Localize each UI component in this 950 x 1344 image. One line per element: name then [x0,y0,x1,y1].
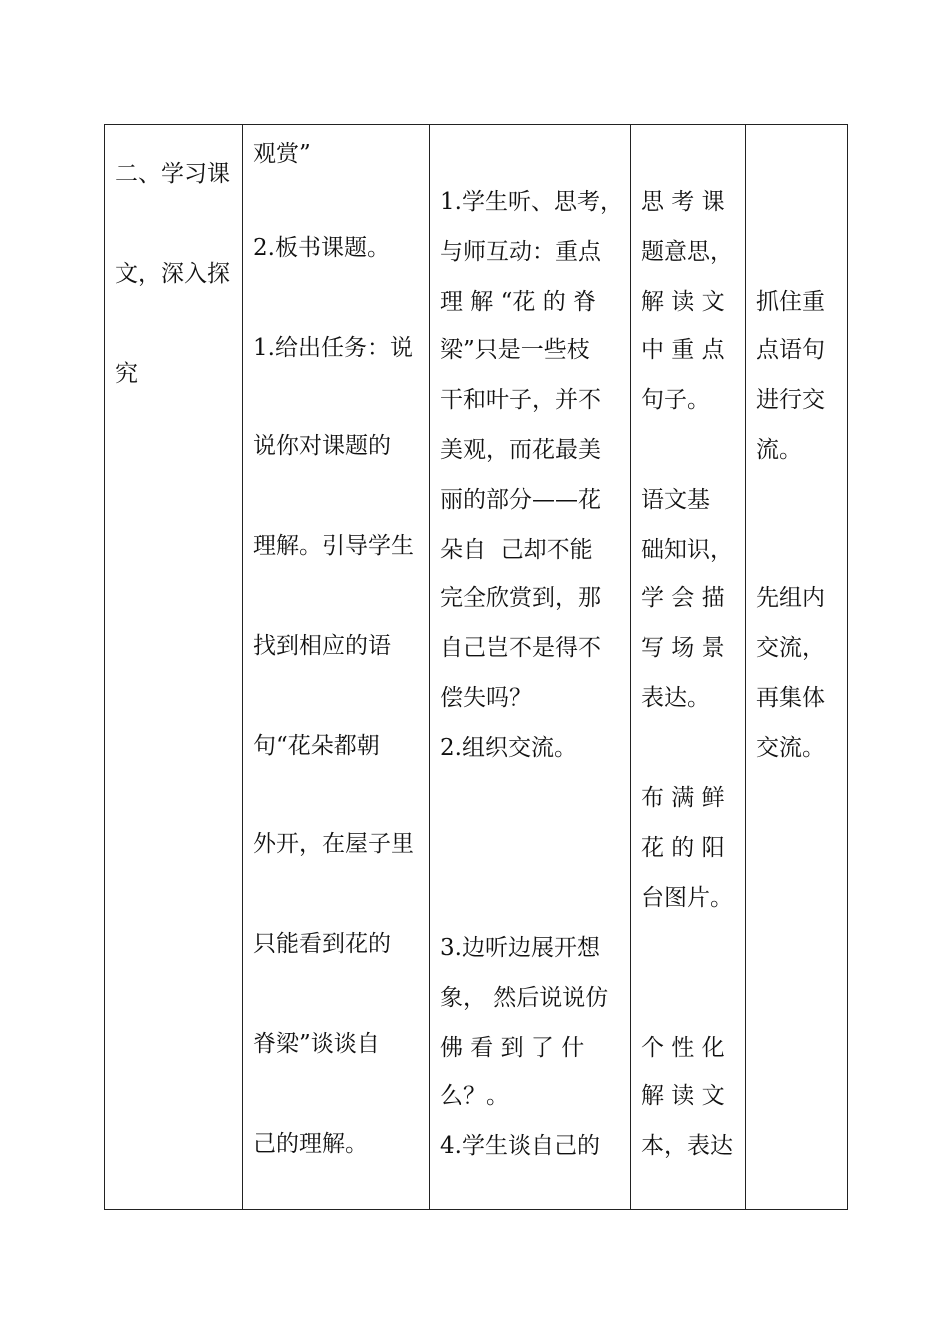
student-line: 自己岂不是得不 [440,635,601,661]
teacher-line: 外开，在屋子里 [253,831,414,857]
note-line: 抓住重 [756,289,825,315]
intent-line: 础知识， [641,537,733,563]
student-line: 偿失吗？ [440,685,532,711]
section-column [105,125,242,1209]
student-line: 理 解 “花 的 脊 [440,289,597,315]
student-line: 干和叶子，并不 [440,387,601,413]
student-line: 丽的部分——花 [440,487,601,513]
intent-line: 布 满 鲜 [641,785,725,811]
intent-line: 语文基 [641,487,710,513]
student-line: 3.边听边展开想 [440,935,600,961]
note-line: 交流。 [756,735,825,761]
teacher-line: 观赏” [253,141,311,167]
teacher-line: 理解。引导学生 [253,533,414,559]
intent-line: 学 会 描 [641,585,725,611]
student-activity-column [430,125,630,1209]
note-line: 流。 [756,437,802,463]
student-line: 朵自 己却不能 [440,537,593,563]
teacher-line: 只能看到花的 [253,931,391,957]
student-line: 与师互动：重点 [440,239,601,265]
intent-line: 本，表达 [641,1133,733,1159]
note-line: 进行交 [756,387,825,413]
student-line: 1.学生听、思考， [440,189,623,215]
student-line: 4.学生谈自己的 [440,1133,600,1159]
note-line: 再集体 [756,685,825,711]
section-line: 二、学习课 [115,161,230,187]
student-line: 完全欣赏到，那 [440,585,601,611]
design-intent-column [631,125,745,1209]
intent-line: 句子。 [641,387,710,413]
teacher-line: 找到相应的语 [253,633,391,659]
lesson-plan-table [104,124,848,1210]
note-line: 点语句 [756,337,825,363]
intent-line: 思 考 课 [641,189,725,215]
teacher-line: 说你对课题的 [253,433,391,459]
student-line: 美观，而花最美 [440,437,601,463]
section-line: 究 [115,361,138,387]
teacher-line: 己的理解。 [253,1131,368,1157]
intent-line: 中 重 点 [641,337,725,363]
student-line: 2.组织交流。 [440,735,577,761]
teacher-activity-column [243,125,429,1209]
student-line: 佛 看 到 了 什 [440,1035,585,1061]
teacher-line: 句“花朵都朝 [253,733,380,759]
intent-line: 花 的 阳 [641,835,725,861]
note-line: 先组内 [756,585,825,611]
teacher-line: 2.板书课题。 [253,235,390,261]
intent-line: 个 性 化 [641,1035,725,1061]
intent-line: 写 场 景 [641,635,725,661]
intent-line: 台图片。 [641,885,733,911]
student-line: 象， 然后说说仿 [440,985,609,1011]
intent-line: 解 读 文 [641,289,725,315]
section-line: 文，深入探 [115,261,230,287]
intent-line: 表达。 [641,685,710,711]
teacher-line: 1.给出任务：说 [253,335,413,361]
teacher-line: 脊梁”谈谈自 [253,1031,380,1057]
notes-column [746,125,849,1209]
intent-line: 题意思， [641,239,733,265]
student-line: 梁”只是一些枝 [440,337,590,363]
student-line: 么？。 [440,1083,509,1109]
intent-line: 解 读 文 [641,1083,725,1109]
note-line: 交流， [756,635,825,661]
